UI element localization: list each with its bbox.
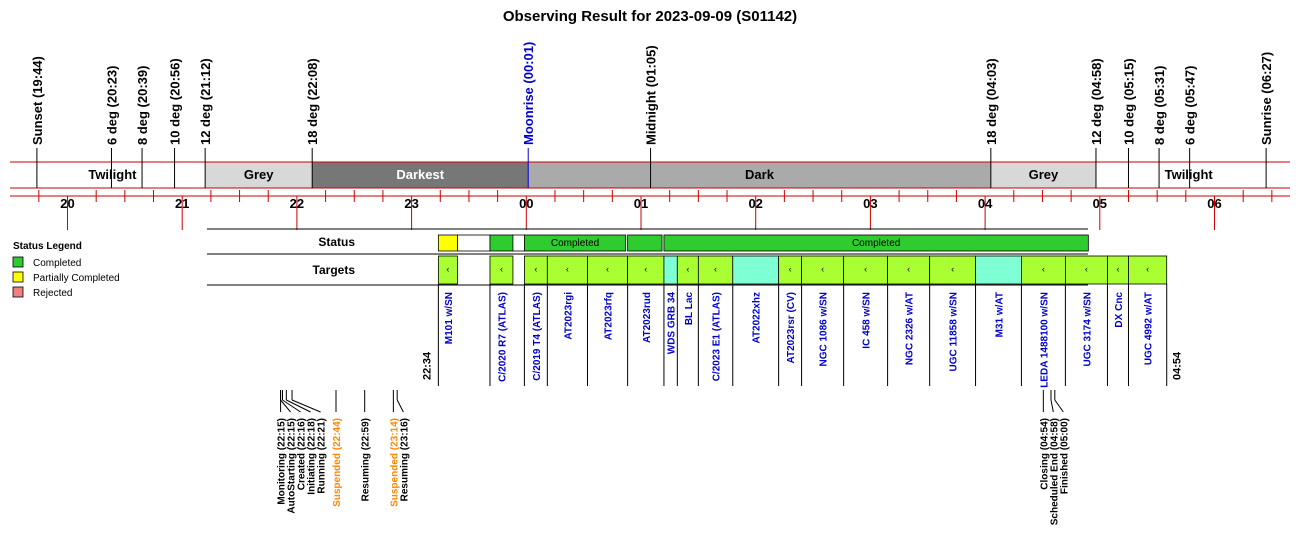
hour-tick-label: 03 [863, 196, 878, 211]
session-event-label: Scheduled End (04:58) [1049, 418, 1061, 526]
target-marker: ‹ [951, 264, 955, 274]
legend-swatch-rejected [13, 287, 23, 297]
session-event-label: Created (22:16) [296, 418, 308, 491]
event-connector [1051, 400, 1053, 412]
session-event-label: Suspended (22:44) [332, 418, 344, 507]
sky-event-label: Sunrise (06:27) [1259, 51, 1275, 145]
target-name: M31 w/AT [994, 292, 1006, 338]
sky-band-label: Twilight [88, 167, 137, 182]
target-marker: ‹ [864, 264, 868, 274]
sky-event-label: 10 deg (05:15) [1121, 58, 1137, 145]
session-event-label: Resuming (23:16) [399, 418, 411, 502]
targets-row-label: Targets [312, 263, 355, 277]
sky-event-label: 8 deg (05:31) [1152, 65, 1168, 145]
legend-label: Partially Completed [33, 273, 120, 284]
session-event-label: Closing (04:54) [1039, 418, 1051, 490]
sky-event-label: Moonrise (00:01) [521, 41, 537, 145]
target-name: AT2023rsr (CV) [786, 292, 798, 364]
sky-event-label: 18 deg (04:03) [983, 58, 999, 145]
sky-event-label: 8 deg (20:39) [135, 65, 151, 145]
target-name: DX Cnc [1113, 292, 1125, 328]
sky-event-label: 6 deg (20:23) [104, 65, 120, 145]
target-marker: ‹ [644, 264, 648, 274]
targets-row [421, 256, 1183, 388]
status-block-label: Completed [851, 238, 901, 249]
session-event-label: Monitoring (22:15) [276, 418, 288, 505]
sky-band-label: Dark [745, 167, 774, 182]
session-event-label: Suspended (23:14) [389, 418, 401, 507]
legend-label: Rejected [33, 288, 73, 299]
target-marker: ‹ [1146, 264, 1150, 274]
hour-tick-label: 22 [289, 196, 305, 211]
target-marker: ‹ [534, 264, 538, 274]
status-row-label: Status [318, 235, 355, 249]
target-name: M101 w/SN [443, 292, 455, 345]
target-block [664, 256, 677, 284]
target-name: LEDA 1488100 w/SN [1039, 292, 1051, 388]
hour-tick-label: 04 [977, 196, 993, 211]
session-event-label: Resuming (22:59) [360, 418, 372, 502]
sky-event-label: 18 deg (22:08) [305, 58, 321, 145]
target-name: UGC 4992 w/AT [1143, 292, 1155, 366]
hour-tick-label: 05 [1092, 196, 1108, 211]
hour-tick-label: 21 [174, 196, 190, 211]
target-marker: ‹ [446, 264, 450, 274]
status-block [513, 235, 524, 251]
status-legend [13, 241, 120, 299]
target-marker: ‹ [1084, 264, 1088, 274]
target-marker: ‹ [565, 264, 569, 274]
hour-tick-label: 20 [60, 196, 75, 211]
target-marker: ‹ [907, 264, 911, 274]
sky-band-label: Grey [243, 167, 274, 182]
session-event-label: AutoStarting (22:15) [286, 418, 298, 514]
hour-tick-label: 02 [748, 196, 763, 211]
target-name: AT2022xhz [751, 292, 763, 344]
target-block [733, 256, 779, 284]
target-name: AT2023rud [641, 292, 653, 343]
event-connector [1055, 400, 1064, 412]
session-event-label: Running (22:21) [316, 418, 328, 494]
target-name: UGC 11858 w/SN [948, 292, 960, 372]
target-marker: ‹ [1041, 264, 1045, 274]
target-name: NGC 1086 w/SN [818, 292, 830, 367]
status-block [628, 235, 662, 251]
target-block [976, 256, 1022, 284]
legend-label: Completed [33, 258, 82, 269]
target-name: AT2023rfq [603, 292, 615, 341]
sky-band-label: Grey [1028, 167, 1059, 182]
sky-band-label: Darkest [396, 167, 445, 182]
target-name: WDS GRB 34 [666, 292, 678, 355]
target-marker: ‹ [788, 264, 792, 274]
sky-event-label: 12 deg (21:12) [198, 58, 214, 145]
session-start-label: 22:34 [421, 351, 434, 380]
target-marker: ‹ [821, 264, 825, 274]
sky-event-label: 12 deg (04:58) [1088, 58, 1104, 145]
hour-tick-label: 00 [519, 196, 534, 211]
sky-event-label: 6 deg (05:47) [1182, 65, 1198, 145]
target-marker: ‹ [714, 264, 718, 274]
session-event-label: Finished (05:00) [1059, 418, 1071, 495]
target-name: NGC 2326 w/AT [904, 292, 916, 366]
target-name: C/2023 E1 (ATLAS) [711, 292, 723, 382]
status-block-label: Completed [550, 238, 600, 249]
sky-band-label: Twilight [1164, 167, 1213, 182]
status-block [457, 235, 489, 251]
target-name: UGC 3174 w/SN [1082, 292, 1094, 367]
hour-tick-label: 01 [633, 196, 649, 211]
session-end-label: 04:54 [1171, 351, 1184, 380]
sky-event-label: Midnight (01:05) [643, 45, 659, 145]
target-name: C/2020 R7 (ATLAS) [497, 292, 509, 382]
chart-title: Observing Result for 2023-09-09 (S01142) [502, 8, 798, 25]
target-marker: ‹ [686, 264, 690, 274]
event-connector [397, 400, 403, 412]
hour-tick-label: 06 [1207, 196, 1222, 211]
legend-swatch-partial [13, 272, 23, 282]
target-name: BL Lac [683, 292, 695, 326]
hour-tick-label: 23 [404, 196, 419, 211]
legend-swatch-completed [13, 257, 23, 267]
status-block [490, 235, 513, 251]
target-name: C/2019 T4 (ATLAS) [531, 292, 543, 381]
status-block [438, 235, 457, 251]
session-event-label: Initiating (22:18) [306, 418, 318, 495]
target-name: AT2023rgi [563, 292, 575, 340]
target-marker: ‹ [1116, 264, 1120, 274]
sky-event-label: Sunset (19:44) [29, 56, 45, 146]
target-marker: ‹ [499, 264, 503, 274]
target-marker: ‹ [606, 264, 610, 274]
sky-event-label: 10 deg (20:56) [167, 58, 183, 145]
legend-title: Status Legend [13, 241, 82, 252]
session-events [277, 390, 1071, 525]
target-name: IC 458 w/SN [861, 292, 873, 349]
